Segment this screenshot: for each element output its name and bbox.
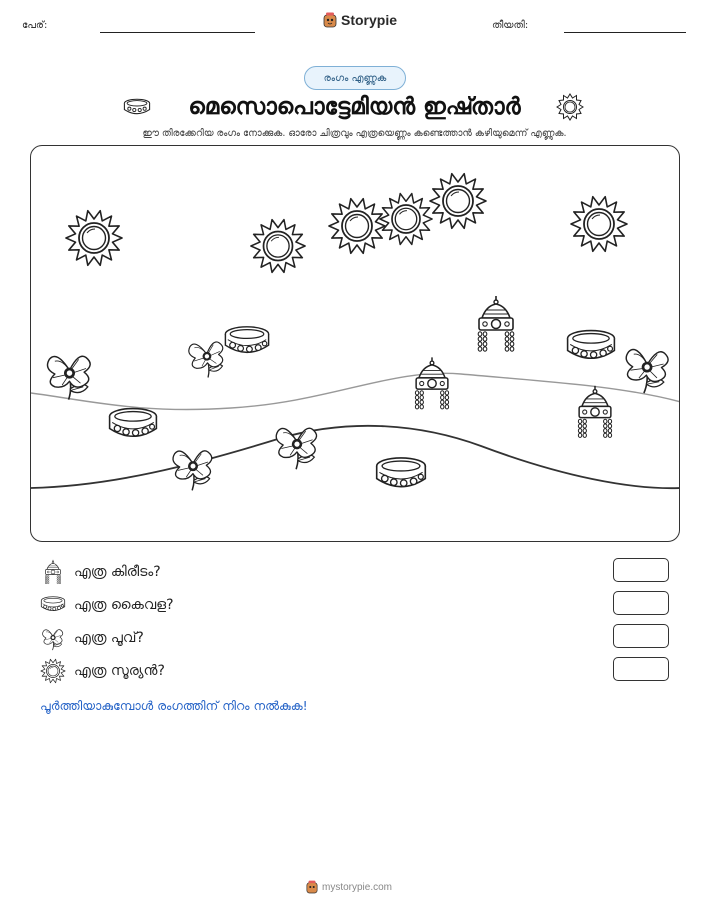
counting-scene — [30, 145, 680, 542]
sun-icon — [378, 191, 434, 247]
answer-box[interactable] — [613, 591, 669, 615]
crown-icon — [40, 558, 66, 586]
bracelet-icon — [99, 399, 167, 451]
page-title: മെസൊപൊട്ടേമിയൻ ഇഷ്താർ — [188, 94, 521, 120]
sun-icon — [40, 657, 66, 685]
bracelet-icon — [369, 448, 433, 502]
footer — [306, 880, 392, 894]
date-label: തീയതി: — [492, 20, 529, 31]
answer-box[interactable] — [613, 558, 669, 582]
question-row — [40, 591, 670, 621]
brand-name: Storypie — [341, 12, 398, 28]
bracelet-icon — [40, 591, 66, 619]
question-text: എത്ര പൂവ്? — [74, 630, 144, 646]
sun-icon — [64, 208, 124, 268]
sun-icon — [555, 92, 585, 122]
sun-icon — [569, 194, 629, 254]
storypie-mascot-icon — [306, 880, 318, 894]
flower-icon — [620, 334, 674, 402]
instructions: ഈ തിരക്കേറിയ രംഗം നോക്കുക. ഓരോ ചിത്രവും എത്രയെണ്ണം കണ്ടെത്താൻ കഴിയുമെന്ന് എണ്ണുക. — [142, 128, 567, 139]
activity-badge: രംഗം എണ്ണുക — [304, 66, 406, 90]
bracelet-icon — [217, 318, 277, 366]
flower-icon — [40, 624, 66, 652]
question-text: എത്ര സൂര്യൻ? — [74, 663, 165, 679]
question-row — [40, 657, 670, 687]
question-row — [40, 624, 670, 654]
name-label: പേര്: — [22, 20, 48, 31]
crown-icon — [404, 347, 460, 420]
footer-site: mystorypie.com — [322, 881, 393, 893]
coloring-instruction: പൂർത്തിയാകുമ്പോൾ രംഗത്തിന് നിറം നൽകുക! — [40, 698, 308, 713]
question-text: എത്ര കൈവള? — [74, 597, 174, 613]
flower-icon — [168, 433, 218, 501]
flower-icon — [42, 339, 97, 409]
brand-logo — [323, 12, 397, 28]
sun-icon — [249, 217, 307, 275]
name-field[interactable] — [100, 32, 255, 33]
date-field[interactable] — [564, 32, 686, 33]
sun-icon — [428, 171, 488, 231]
storypie-mascot-icon — [323, 12, 337, 28]
question-text: എത്ര കിരീടം? — [74, 564, 161, 580]
question-row — [40, 558, 670, 588]
crown-icon — [567, 376, 623, 448]
crown-icon — [466, 286, 526, 362]
flower-icon — [271, 410, 323, 480]
bracelet-icon — [557, 321, 625, 373]
answer-box[interactable] — [613, 657, 669, 681]
answer-box[interactable] — [613, 624, 669, 648]
